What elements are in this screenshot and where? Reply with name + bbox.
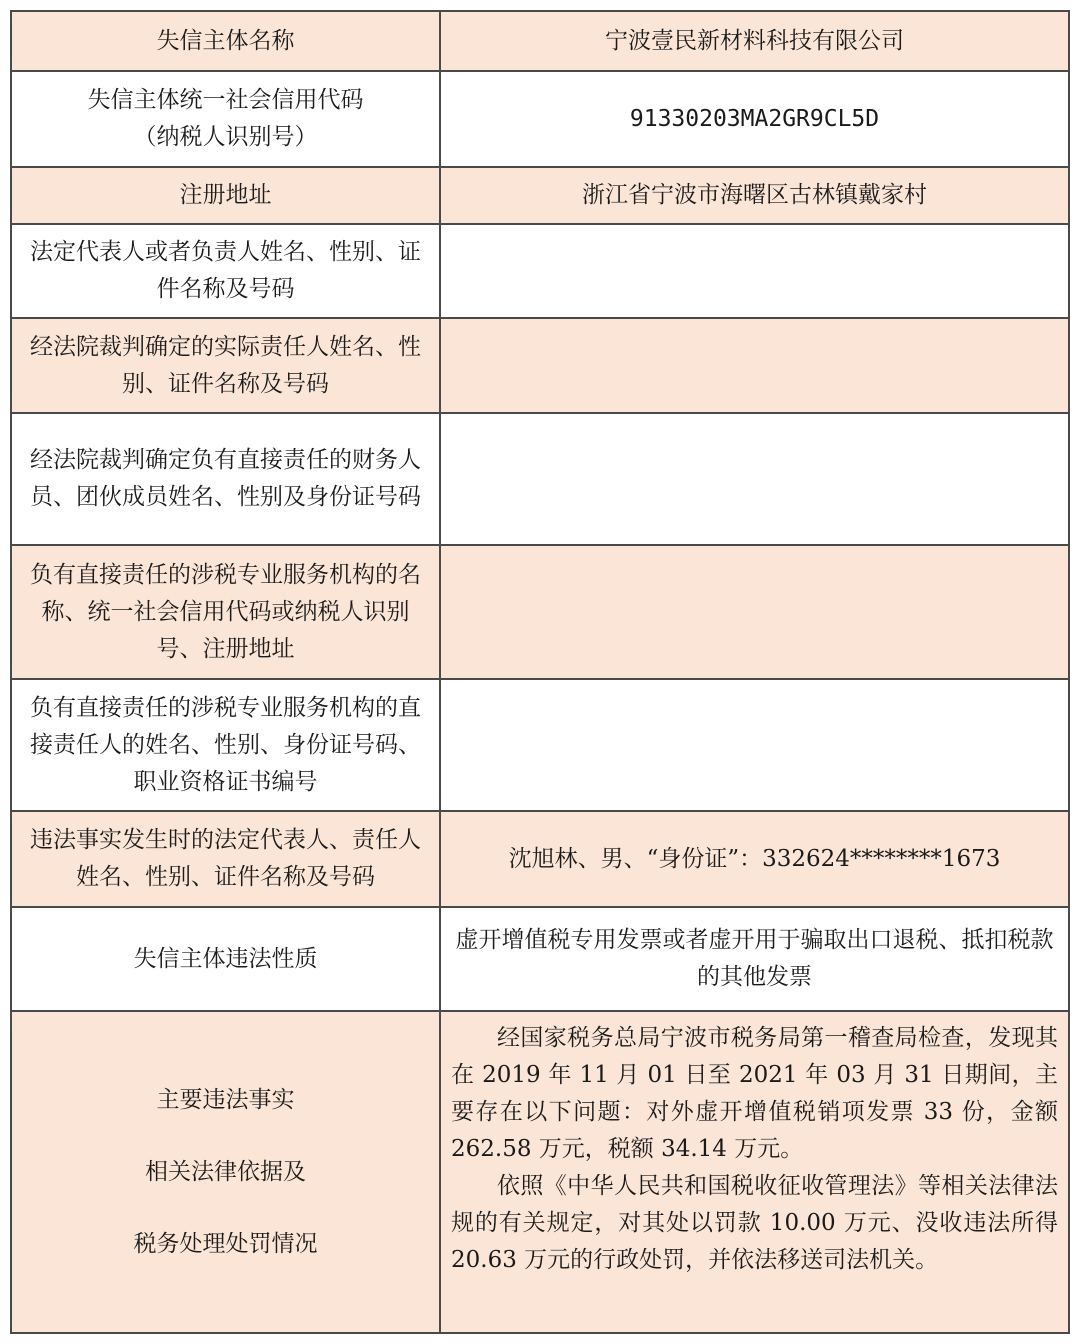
value-registered-address: 浙江省宁波市海曙区古林镇戴家村	[440, 167, 1069, 224]
label-main-facts	[11, 1011, 440, 1333]
row-registered-address	[11, 167, 1069, 224]
dishonest-entity-info-table	[10, 10, 1070, 1334]
row-violation-nature	[11, 907, 1069, 1011]
value-legal-representative	[440, 224, 1069, 318]
label-tax-agency: 负有直接责任的涉税专业服务机构的名称、统一社会信用代码或纳税人识别号、注册地址	[11, 545, 440, 679]
row-finance-staff	[11, 413, 1069, 545]
label-actual-responsible-person: 经法院裁判确定的实际责任人姓名、性别、证件名称及号码	[11, 318, 440, 413]
label-credit-code-line2: （纳税人识别号）	[133, 124, 318, 150]
label-violation-nature: 失信主体违法性质	[11, 907, 440, 1011]
label-main-facts-line2: 相关法律依据及	[145, 1159, 306, 1185]
value-main-facts	[440, 1011, 1069, 1333]
row-actual-responsible-person	[11, 318, 1069, 413]
row-entity-name	[11, 11, 1069, 71]
row-tax-agency	[11, 545, 1069, 679]
label-main-facts-line3: 税务处理处罚情况	[133, 1231, 318, 1257]
label-tax-agency-person: 负有直接责任的涉税专业服务机构的直接责任人的姓名、性别、身份证号码、职业资格证书编号	[11, 679, 440, 811]
label-credit-code	[11, 71, 440, 167]
label-main-facts-line1: 主要违法事实	[156, 1087, 295, 1113]
label-credit-code-line1: 失信主体统一社会信用代码	[87, 87, 364, 113]
label-violation-representative: 违法事实发生时的法定代表人、责任人姓名、性别、证件名称及号码	[11, 811, 440, 907]
value-actual-responsible-person	[440, 318, 1069, 413]
row-credit-code	[11, 71, 1069, 167]
facts-paragraph: 经国家税务总局宁波市税务局第一稽查局检查，发现其在 2019 年 11 月 01 日至 2021 年 03 月 31 日期间，主要存在以下问题：对外虚开增值税销项发票 33 份，金额 262.58 万元，税额 34.14 万元。	[451, 1025, 1058, 1162]
value-entity-name: 宁波壹民新材料科技有限公司	[440, 11, 1069, 71]
value-violation-representative: 沈旭林、男、“身份证”：332624********1673	[440, 811, 1069, 907]
label-finance-staff: 经法院裁判确定负有直接责任的财务人员、团伙成员姓名、性别及身份证号码	[11, 413, 440, 545]
value-finance-staff	[440, 413, 1069, 545]
row-tax-agency-person	[11, 679, 1069, 811]
penalty-paragraph: 依照《中华人民共和国税收征收管理法》等相关法律法规的有关规定，对其处以罚款 10.00 万元、没收违法所得 20.63 万元的行政处罚，并依法移送司法机关。	[451, 1173, 1058, 1273]
row-legal-representative	[11, 224, 1069, 318]
value-violation-nature: 虚开增值税专用发票或者虚开用于骗取出口退税、抵扣税款的其他发票	[440, 907, 1069, 1011]
label-legal-representative: 法定代表人或者负责人姓名、性别、证件名称及号码	[11, 224, 440, 318]
row-violation-representative	[11, 811, 1069, 907]
value-credit-code: 91330203MA2GR9CL5D	[440, 71, 1069, 167]
value-tax-agency	[440, 545, 1069, 679]
label-registered-address: 注册地址	[11, 167, 440, 224]
row-main-facts	[11, 1011, 1069, 1333]
label-entity-name: 失信主体名称	[11, 11, 440, 71]
value-tax-agency-person	[440, 679, 1069, 811]
